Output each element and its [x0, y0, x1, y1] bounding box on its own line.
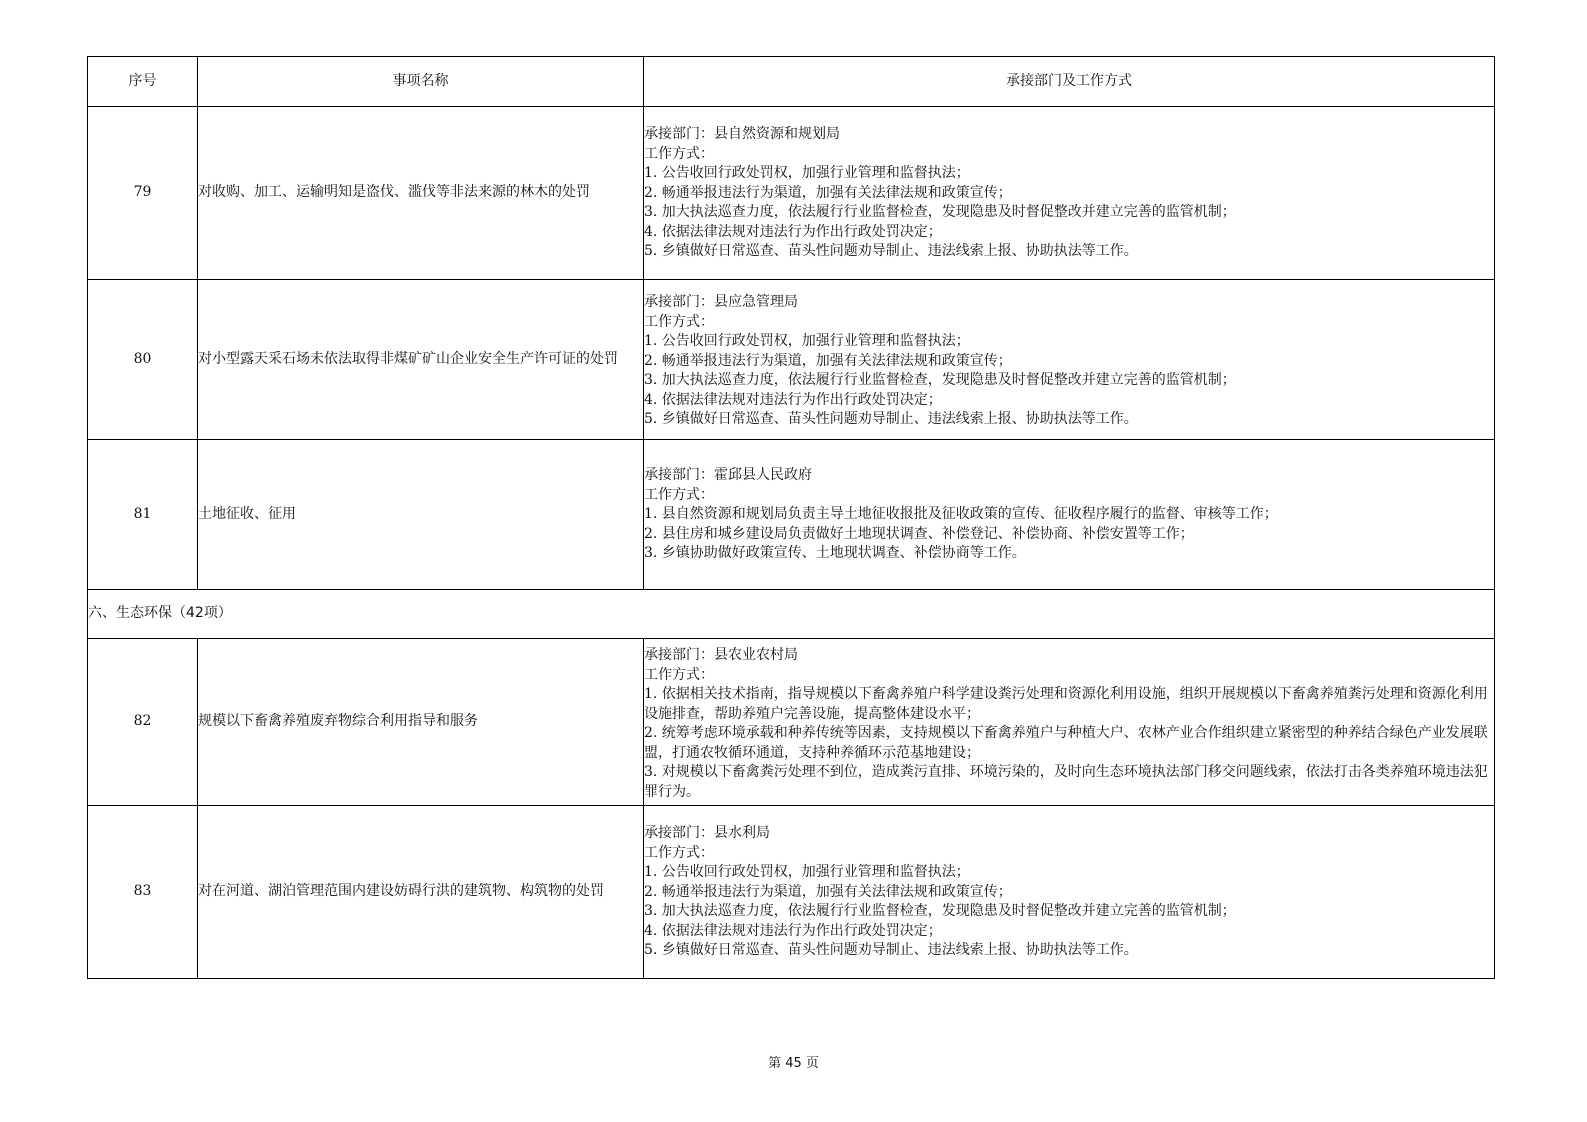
desc-line: 2. 县住房和城乡建设局负责做好土地现状调查、补偿登记、补偿协商、补偿安置等工作；: [644, 525, 1194, 542]
desc-line: 2. 畅通举报违法行为渠道，加强有关法律法规和政策宣传；: [644, 883, 1012, 900]
items-table: [87, 56, 1495, 979]
desc-line: 承接部门：霍邱县人民政府: [644, 467, 812, 483]
header-row: [88, 57, 1495, 107]
table-row: [88, 440, 1495, 590]
desc-line: 3. 加大执法巡查力度，依法履行行业监督检查，发现隐患及时督促整改并建立完善的监管机制；: [644, 903, 1236, 919]
row-description: [644, 806, 1495, 979]
row-number: 80: [88, 280, 198, 440]
row-description: [644, 280, 1495, 440]
desc-line: 4. 依据法律法规对违法行为作出行政处罚决定；: [644, 391, 942, 408]
table-row: [88, 280, 1495, 440]
table-row: [88, 107, 1495, 280]
section-heading: 六、生态环保（42项）: [88, 590, 1495, 639]
desc-line: 1. 县自然资源和规划局负责主导土地征收报批及征收政策的宣传、征收程序履行的监督、审核等工作；: [644, 506, 1278, 522]
desc-line: 2. 畅通举报违法行为渠道，加强有关法律法规和政策宣传；: [644, 184, 1012, 201]
desc-line: 3. 乡镇协助做好政策宣传、土地现状调查、补偿协商等工作。: [644, 545, 1026, 561]
desc-line: 5. 乡镇做好日常巡查、苗头性问题劝导制止、违法线索上报、协助执法等工作。: [644, 243, 1138, 259]
desc-line: 5. 乡镇做好日常巡查、苗头性问题劝导制止、违法线索上报、协助执法等工作。: [644, 942, 1138, 958]
row-item-name: 对在河道、湖泊管理范围内建设妨碍行洪的建筑物、构筑物的处罚: [198, 806, 644, 979]
desc-line: 工作方式：: [644, 313, 714, 330]
row-description: [644, 440, 1495, 590]
desc-line: 3. 对规模以下畜禽粪污处理不到位，造成粪污直排、环境污染的，及时向生态环境执法部门移交问题线索，依法打击各类养殖环境违法犯罪行为。: [644, 764, 1488, 800]
row-item-name: 对小型露天采石场未依法取得非煤矿矿山企业安全生产许可证的处罚: [198, 280, 644, 440]
desc-line: 承接部门：县应急管理局: [644, 294, 798, 310]
table-row: [88, 806, 1495, 979]
desc-line: 4. 依据法律法规对违法行为作出行政处罚决定；: [644, 922, 942, 939]
desc-line: 1. 公告收回行政处罚权，加强行业管理和监督执法；: [644, 165, 970, 181]
section-row: [88, 590, 1495, 639]
desc-line: 3. 加大执法巡查力度，依法履行行业监督检查，发现隐患及时督促整改并建立完善的监管机制；: [644, 372, 1236, 388]
desc-line: 3. 加大执法巡查力度，依法履行行业监督检查，发现隐患及时督促整改并建立完善的监管机制；: [644, 204, 1236, 220]
row-item-name: 对收购、加工、运输明知是盗伐、滥伐等非法来源的林木的处罚: [198, 107, 644, 280]
desc-line: 4. 依据法律法规对违法行为作出行政处罚决定；: [644, 223, 942, 240]
row-item-name: 规模以下畜禽养殖废弃物综合利用指导和服务: [198, 639, 644, 806]
desc-line: 承接部门：县农业农村局: [644, 647, 798, 663]
desc-line: 1. 公告收回行政处罚权，加强行业管理和监督执法；: [644, 864, 970, 880]
desc-line: 承接部门：县自然资源和规划局: [644, 126, 840, 142]
row-number: 82: [88, 639, 198, 806]
row-number: 79: [88, 107, 198, 280]
desc-line: 2. 统筹考虑环境承载和种养传统等因素，支持规模以下畜禽养殖户与种植大户、农林产业合作组织建立紧密型的种养结合绿色产业发展联盟，打通农牧循环通道，支持种养循环示范基地建设；: [644, 725, 1488, 761]
desc-line: 工作方式：: [644, 145, 714, 162]
header-item-name: 事项名称: [198, 57, 644, 107]
row-description: [644, 107, 1495, 280]
desc-line: 5. 乡镇做好日常巡查、苗头性问题劝导制止、违法线索上报、协助执法等工作。: [644, 411, 1138, 427]
desc-line: 1. 公告收回行政处罚权，加强行业管理和监督执法；: [644, 333, 970, 349]
desc-line: 承接部门：县水利局: [644, 825, 770, 841]
desc-line: 2. 畅通举报违法行为渠道，加强有关法律法规和政策宣传；: [644, 352, 1012, 369]
row-item-name: 土地征收、征用: [198, 440, 644, 590]
desc-line: 1. 依据相关技术指南，指导规模以下畜禽养殖户科学建设粪污处理和资源化利用设施，组织开展规模以下畜禽养殖粪污处理和资源化利用设施排查，帮助养殖户完善设施，提高整体建设水平；: [644, 686, 1488, 722]
header-seq: 序号: [88, 57, 198, 107]
header-dept-method: 承接部门及工作方式: [644, 57, 1495, 107]
row-number: 83: [88, 806, 198, 979]
table-row: [88, 639, 1495, 806]
desc-line: 工作方式：: [644, 666, 714, 683]
desc-line: 工作方式：: [644, 844, 714, 861]
row-description: [644, 639, 1495, 806]
row-number: 81: [88, 440, 198, 590]
page-number: 第 45 页: [768, 1056, 819, 1071]
desc-line: 工作方式：: [644, 486, 714, 503]
